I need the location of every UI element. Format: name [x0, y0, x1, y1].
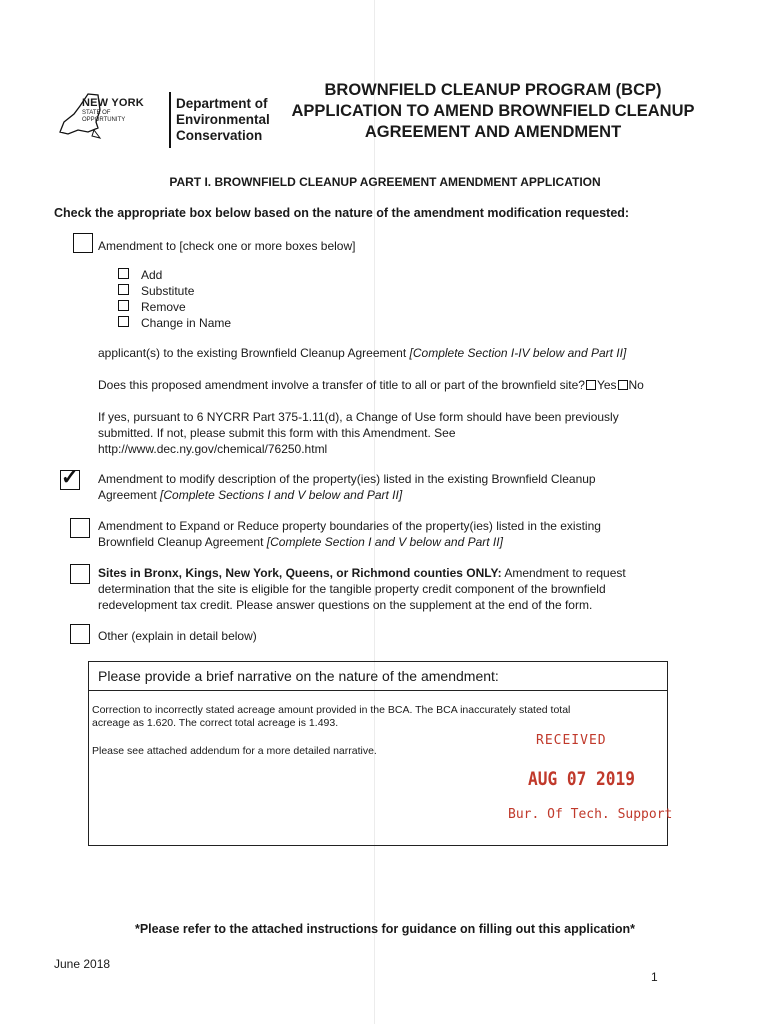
narrative-text: Correction to incorrectly stated acreage amount provided in the BCA. The BCA inaccurately stated total acreage as 1.620. The correct total acreage is 1.493. — [92, 704, 571, 729]
amendment-boundaries-text: Amendment to Expand or Reduce property boundaries of the property(ies) listed in the existing Brownfield Cleanup Agreement [Complete Section I and V below and Part II] — [98, 519, 601, 549]
transfer-question: Does this proposed amendment involve a transfer of title to all or part of the brownfield site? Yes No — [98, 378, 644, 392]
transfer-yes-label: Yes — [596, 378, 617, 392]
amendment-description-text: Amendment to modify description of the property(ies) listed in the existing Brownfield Cleanup Agreement [Complete Sections I and V below and Part II] — [98, 472, 596, 502]
department-name: Department of Environmental Conservation — [176, 96, 270, 143]
transfer-no-checkbox[interactable] — [618, 380, 628, 390]
remove-checkbox[interactable] — [118, 300, 129, 311]
instruction-text: Check the appropriate box below based on the nature of the amendment modification requested: — [54, 206, 630, 220]
amendment-applicant-label: Amendment to [check one or more boxes below] — [98, 239, 356, 253]
applicant-line: applicant(s) to the existing Brownfield Cleanup Agreement [Complete Section I-IV below and Part II] — [98, 346, 627, 360]
change-in-name-label: Change in Name — [141, 316, 232, 330]
amendment-boundaries-checkbox[interactable] — [70, 518, 90, 538]
amendment-sites-text: Sites in Bronx, Kings, New York, Queens, or Richmond counties ONLY: Amendment to request determination that the site is eligible for the tangible property credit component of the brownfield redevelopment tax credit. Please answer questions on the supplement at the end of the form. — [98, 566, 626, 612]
amendment-other-checkbox[interactable] — [70, 624, 90, 644]
received-stamp-label: RECEIVED — [536, 733, 607, 748]
narrative-addendum-note: Please see attached addendum for a more detailed narrative. — [92, 745, 377, 757]
page-fold-line — [374, 0, 375, 1024]
received-stamp-date: AUG 07 2019 — [528, 768, 635, 790]
logo-new-york-text: NEW YORK — [82, 97, 144, 109]
applicant-note: [Complete Section I-IV below and Part II] — [409, 346, 627, 360]
transfer-yes-checkbox[interactable] — [586, 380, 596, 390]
transfer-no-label: No — [628, 378, 644, 392]
received-stamp-bureau: Bur. Of Tech. Support — [508, 807, 673, 822]
page-number: 1 — [651, 970, 658, 984]
instructions-footnote: *Please refer to the attached instructions for guidance on filling out this application* — [134, 922, 636, 936]
document-title: BROWNFIELD CLEANUP PROGRAM (BCP) APPLICATION TO AMEND BROWNFIELD CLEANUP AGREEMENT AND AMENDMENT — [291, 81, 695, 141]
part-heading: PART I. BROWNFIELD CLEANUP AGREEMENT AMENDMENT APPLICATION — [169, 175, 601, 189]
substitute-checkbox[interactable] — [118, 284, 129, 295]
change-in-name-checkbox[interactable] — [118, 316, 129, 327]
checkmark-icon: ✓ — [61, 466, 79, 489]
amendment-sites-checkbox[interactable] — [70, 564, 90, 584]
change-of-use-link[interactable]: http://www.dec.ny.gov/chemical/76250.html — [98, 442, 328, 456]
logo-state-of-opportunity: STATE OF OPPORTUNITY — [82, 110, 126, 123]
remove-label: Remove — [141, 300, 186, 314]
narrative-title: Please provide a brief narrative on the nature of the amendment: — [98, 668, 499, 684]
narrative-divider — [88, 690, 668, 691]
add-label: Add — [141, 268, 163, 282]
amendment-other-label: Other (explain in detail below) — [98, 629, 257, 643]
if-yes-paragraph: If yes, pursuant to 6 NYCRR Part 375-1.11(d), a Change of Use form should have been previously submitted. If not, please submit this form with this Amendment. See http://www.dec.ny.gov/chemical/76250.html — [98, 410, 619, 456]
add-checkbox[interactable] — [118, 268, 129, 279]
logo-divider — [169, 92, 171, 148]
substitute-label: Substitute — [141, 284, 195, 298]
amendment-applicant-checkbox[interactable] — [73, 233, 93, 253]
form-revision-date: June 2018 — [54, 957, 111, 971]
